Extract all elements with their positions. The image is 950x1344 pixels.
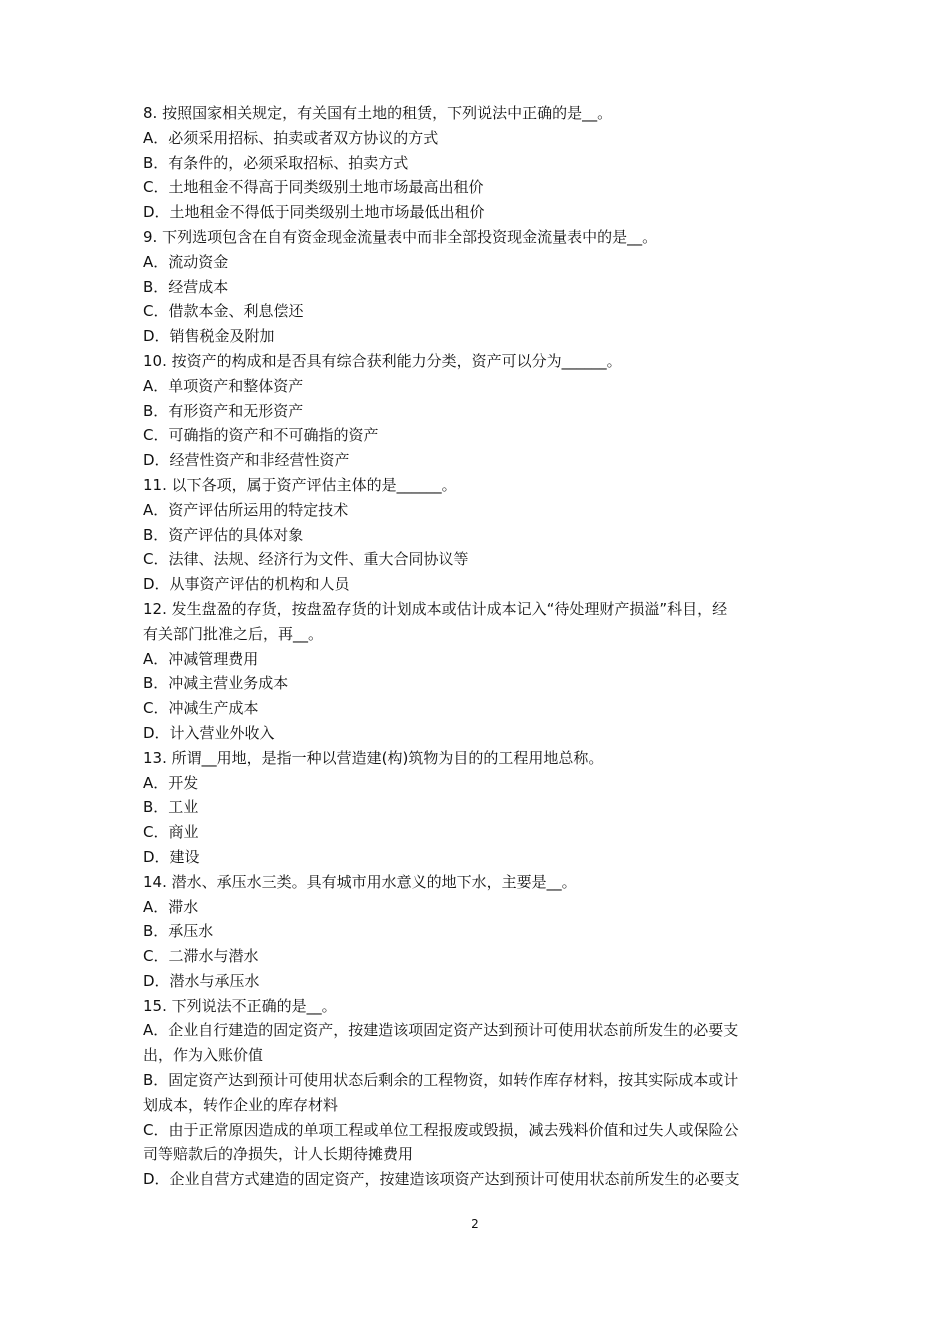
text-line: D．企业自营方式建造的固定资产，按建造该项资产达到预计可使用状态前所发生的必要支: [143, 1170, 740, 1189]
text-line: 司等赔款后的净损失，计人长期待摊费用: [143, 1145, 414, 1164]
text-line: B．冲减主营业务成本: [143, 674, 289, 693]
text-line: 10. 按资产的构成和是否具有综合获利能力分类，资产可以分为______。: [143, 351, 622, 370]
text-line: 划成本，转作企业的库存材料: [143, 1095, 339, 1114]
text-line: 出，作为入账价值: [143, 1046, 264, 1065]
text-line: B．工业: [143, 798, 199, 817]
text-line: D．计入营业外收入: [143, 723, 275, 742]
text-line: C．二滞水与潜水: [143, 947, 259, 966]
text-line: 11. 以下各项，属于资产评估主体的是______。: [143, 475, 457, 494]
text-line: 15. 下列说法不正确的是__。: [143, 996, 337, 1015]
text-line: C．由于正常原因造成的单项工程或单位工程报废或毁损，减去残料价值和过失人或保险公: [143, 1120, 739, 1139]
text-line: A．流动资金: [143, 252, 229, 271]
page-number: 2: [471, 1217, 479, 1231]
text-line: D．土地租金不得低于同类级别土地市场最低出租价: [143, 203, 485, 222]
text-line: B．资产评估的具体对象: [143, 525, 304, 544]
text-line: 9. 下列选项包含在自有资金现金流量表中而非全部投资现金流量表中的是__。: [143, 227, 658, 246]
text-line: A．滞水: [143, 897, 199, 916]
text-line: C．冲减生产成本: [143, 699, 259, 718]
text-line: A．资产评估所运用的特定技术: [143, 500, 349, 519]
text-line: D．建设: [143, 847, 200, 866]
text-line: 有关部门批准之后，再__。: [143, 624, 324, 643]
text-line: B．有条件的，必须采取招标、拍卖方式: [143, 153, 409, 172]
text-line: C．商业: [143, 823, 199, 842]
text-line: C．法律、法规、经济行为文件、重大合同协议等: [143, 550, 469, 569]
text-line: A．冲减管理费用: [143, 649, 259, 668]
text-line: 13. 所谓__用地，是指一种以营造建(构)筑物为目的的工程用地总称。: [143, 748, 604, 767]
text-line: D．潜水与承压水: [143, 971, 260, 990]
text-line: A．必须采用招标、拍卖或者双方协议的方式: [143, 128, 439, 147]
text-line: 14. 潜水、承压水三类。具有城市用水意义的地下水，主要是__。: [143, 872, 577, 891]
text-line: B．有形资产和无形资产: [143, 401, 304, 420]
text-line: D．经营性资产和非经营性资产: [143, 451, 350, 470]
text-line: C．借款本金、利息偿还: [143, 302, 304, 321]
text-line: D．从事资产评估的机构和人员: [143, 575, 350, 594]
text-line: A．单项资产和整体资产: [143, 376, 304, 395]
page-body: [143, 101, 815, 1192]
text-line: B．经营成本: [143, 277, 229, 296]
text-line: A．企业自行建造的固定资产，按建造该项固定资产达到预计可使用状态前所发生的必要支: [143, 1021, 739, 1040]
text-line: 8. 按照国家相关规定，有关国有土地的租赁，下列说法中正确的是__。: [143, 104, 613, 122]
text-line: A．开发: [143, 773, 199, 792]
text-line: C．土地租金不得高于同类级别土地市场最高出租价: [143, 178, 484, 197]
text-line: C．可确指的资产和不可确指的资产: [143, 426, 379, 445]
text-line: 12. 发生盘盈的存货，按盘盈存货的计划成本或估计成本记入“待处理财产损溢”科目，经: [143, 599, 728, 618]
text-line: D．销售税金及附加: [143, 327, 275, 346]
text-line: B．固定资产达到预计可使用状态后剩余的工程物资，如转作库存材料，按其实际成本或计: [143, 1071, 739, 1090]
text-line: B．承压水: [143, 922, 214, 941]
